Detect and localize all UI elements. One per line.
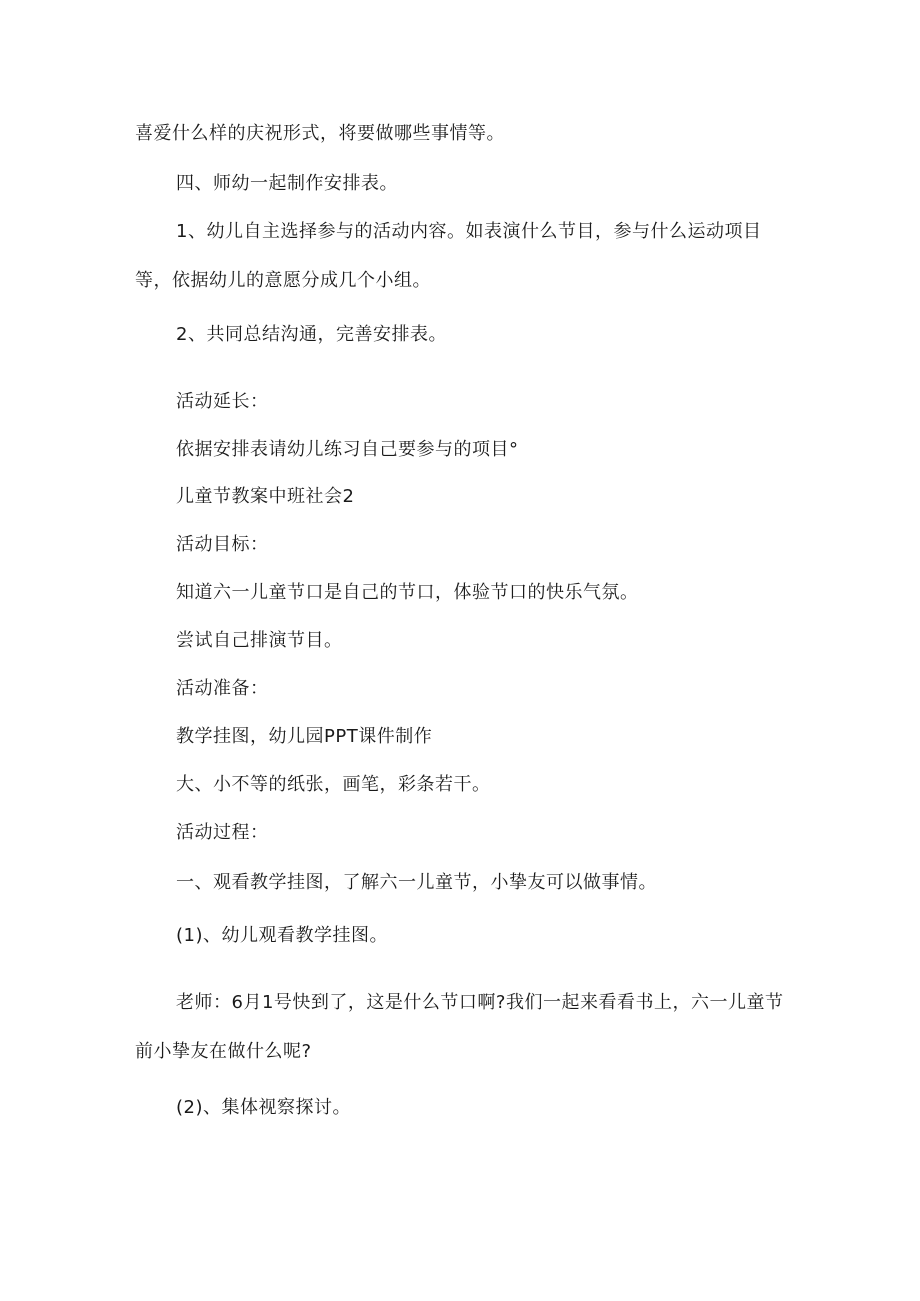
section-heading: 活动目标：: [176, 534, 269, 555]
section-heading: 活动过程：: [176, 822, 269, 843]
paragraph-line: (1)、幼儿观看教学挂图。: [176, 925, 388, 946]
document-title: 儿童节教案中班社会2: [176, 486, 355, 507]
paragraph-line: 2、共同总结沟通，完善安排表。: [176, 324, 447, 345]
paragraph-line: 一、观看教学挂图，了解六一儿童节，小挚友可以做事情。: [176, 872, 657, 893]
paragraph-line: 老师：6月1号快到了，这是什么节口啊?我们一起来看看书上，六一儿童节: [176, 992, 784, 1013]
section-heading: 四、师幼一起制作安排表。: [176, 173, 398, 194]
paragraph-line: 喜爱什么样的庆祝形式，将要做哪些事情等。: [135, 123, 505, 144]
paragraph-line: 尝试自己排演节目。: [176, 630, 343, 651]
section-heading: 活动准备：: [176, 678, 269, 699]
paragraph-line: 大、小不等的纸张，画笔，彩条若干。: [176, 774, 491, 795]
paragraph-line: 教学挂图，幼儿园PPT课件制作: [176, 726, 433, 747]
paragraph-line: 前小挚友在做什么呢?: [135, 1041, 312, 1062]
paragraph-line: (2)、集体视察探讨。: [176, 1097, 351, 1118]
section-heading: 活动延长：: [176, 391, 269, 412]
paragraph-line: 知道六一儿童节口是自己的节口，体验节口的快乐气氛。: [176, 582, 639, 603]
paragraph-line: 等，依据幼儿的意愿分成几个小组。: [135, 270, 431, 291]
paragraph-line: 1、幼儿自主选择参与的活动内容。如表演什么节目，参与什么运动项目: [176, 221, 762, 242]
paragraph-line: 依据安排表请幼儿练习自己要参与的项目°: [176, 439, 519, 460]
